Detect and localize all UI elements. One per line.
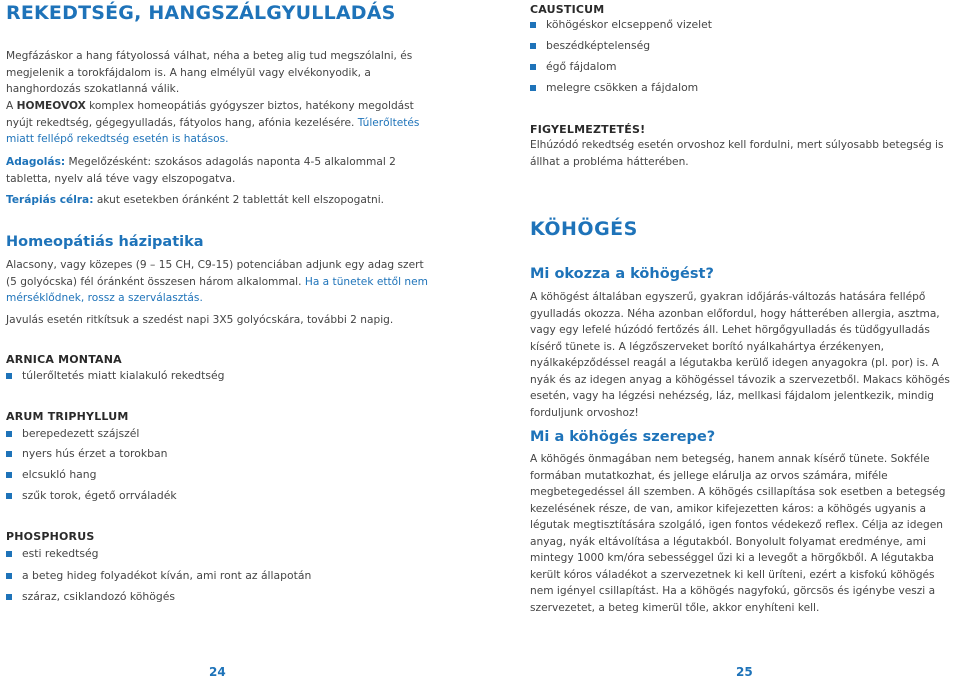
remedy-name-arum: ARUM TRIPHYLLUM [6,410,129,423]
list-item [530,60,617,73]
warning-label: FIGYELMEZTETÉS! [530,123,646,136]
list-item [530,39,650,52]
role-heading: Mi a köhögés szerepe? [530,429,716,445]
therapy-label: Terápiás célra: [6,194,94,206]
list-item [6,489,177,502]
list-item-text: berepedezett szájszél [22,427,140,440]
list-item [6,447,167,460]
list-item-text: túlerőltetés miatt kialakuló rekedtség [22,369,225,382]
list-item [6,468,97,481]
list-item-text: köhögéskor elcseppenő vizelet [546,18,713,31]
list-item-text: melegre csökken a fájdalom [546,81,699,94]
list-item-text: nyers hús érzet a torokban [22,447,168,460]
list-item-text: beszédképtelenség [546,39,651,52]
list-item [6,547,99,560]
homeovox-paragraph [6,98,436,148]
homeovox-text-highlight: Túlerőltetés miatt fellépő rekedtség esetén is hatásos. [6,116,420,145]
list-item [6,427,139,440]
remedy-name-causticum: CAUSTICUM [530,3,605,16]
bullet-icon [6,472,12,478]
list-item-text: esti rekedtség [22,547,99,560]
remedy-name-arnica: ARNICA MONTANA [6,353,122,366]
page-title: REKEDTSÉG, HANGSZÁLGYULLADÁS [6,2,396,24]
cough-title: KÖHÖGÉS [530,218,638,240]
bullet-icon [6,493,12,499]
dosage-text: Megelőzésként: szokásos adagolás naponta 4-5 alkalommal 2 tabletta, nyelv alá téve vagy elszopogatva. [6,156,396,185]
bullet-icon [6,431,12,437]
list-item-text: égő fájdalom [546,60,617,73]
list-item [530,81,698,94]
bullet-icon [530,85,536,91]
warning-text: Elhúzódó rekedtség esetén orvoshoz kell fordulni, mert súlyosabb betegség is állhat a probléma hátterében. [530,139,944,168]
bullet-icon [6,373,12,379]
therapy-text: akut esetekben óránként 2 tablettát kell elszopogatni. [93,194,385,206]
list-item-text: a beteg hideg folyadékot kíván, ami ront az állapotán [22,569,312,582]
bullet-icon [6,573,12,579]
list-item [530,18,712,31]
homeovox-text: komplex homeopátiás gyógyszer biztos, hatékony megoldást nyújt rekedtség, gégegyulladás, fátyolos hang, afónia kezelésére. [6,100,414,129]
cause-heading: Mi okozza a köhögést? [530,266,714,282]
page-number-left: 24 [209,665,226,679]
list-item-text: szűk torok, égető orrváladék [22,489,177,502]
dosage-paragraph [6,154,436,187]
bullet-icon [530,22,536,28]
page-number-right: 25 [736,665,753,679]
list-item [6,569,311,582]
list-item-text: száraz, csiklandozó köhögés [22,590,175,603]
pharmacy-heading: Homeopátiás házipatika [6,234,204,250]
cause-paragraph: A köhögést általában egyszerű, gyakran időjárás-változás hatására fellépő gyulladás okozza. Néha azonban előfordul, hogy hátterében allergia, asztma, vagy egy lefelé húzódó fertőzés áll. Lehet hörgőgyulladás és tüdőgyulladás kísérő tünete is. A légzőszerveket borító nyálkahártya érzékenyen, nyálkaképződéssel reagál a légutakba kerülő idegen anyagokra (pl. por) is. A nyák és az idegen anyag a köhögéssel távozik a szervezetből. Makacs köhögés esetén, vagy ha légzési nehézség, láz, mellkasi fájdalom jelentkezik, mindig forduljunk orvoshoz! [530,291,950,419]
pharmacy-text: Alacsony, vagy közepes (9 – 15 CH, C9-15) potenciában adjunk egy adag szert (5 golyócska) fél óránként összesen három alkalommal. [6,259,424,288]
role-paragraph: A köhögés önmagában nem betegség, hanem annak kísérő tünete. Sokféle formában mutatkozhat, és jellege elárulja az orvos számára, miféle megbetegedéssel áll szemben. A köhögés csillapítása sok esetben a betegség kezelésének része, de van, amikor kifejezetten káros: a köhögés ugyanis a légutak megtisztítására szolgáló, igen fontos védekező reflex. Célja az idegen anyag, nyák eltávolítása a légutakból. Bonyolult folyamat eredménye, ami mintegy 1000 km/óra sebességgel űzi ki a levegőt a hörgőkből. A légutakba került kóros váladékot a szervezetnek ki kell üríteni, ezért a kisfokú köhögés nem igényel csillapítást. Ha a köhögés nagyfokú, görcsös és igénybe veszi a szervezetet, a beteg kimerül tőle, akkor enyhíteni kell. [530,453,946,614]
bullet-icon [6,594,12,600]
bullet-icon [530,64,536,70]
bullet-icon [530,43,536,49]
pharmacy-text-highlight: Ha a tünetek ettől nem mérséklődnek, rossz a szerválasztás. [6,275,428,304]
therapy-paragraph [6,192,384,209]
intro-paragraph: Megfázáskor a hang fátyolossá válhat, néha a beteg alig tud megszólalni, és megjelenik a torokfájdalom is. A hang elmélyül vagy elvékonyodik, a hanghordozás szokatlanná válik. [6,50,413,95]
homeovox-prefix: A [6,100,17,112]
homeovox-brand: HOMEOVOX [16,100,86,112]
improvement-paragraph: Javulás esetén ritkítsuk a szedést napi 3X5 golyócskára, további 2 napig. [6,314,394,326]
bullet-icon [6,551,12,557]
bullet-icon [6,451,12,457]
remedy-name-phosphorus: PHOSPHORUS [6,530,95,543]
list-item [6,369,224,382]
dosage-label: Adagolás: [6,156,66,168]
list-item-text: elcsukló hang [22,468,97,481]
list-item [6,590,175,603]
pharmacy-paragraph [6,257,436,307]
